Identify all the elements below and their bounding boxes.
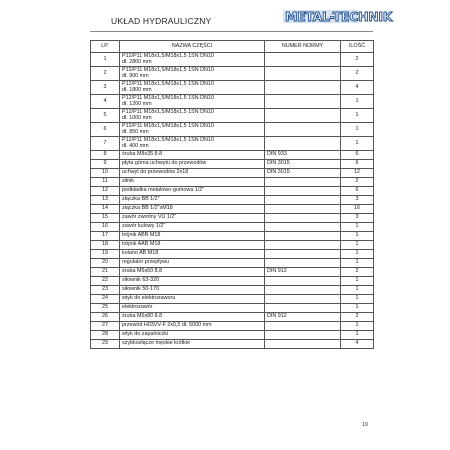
part-length-line: dł. 400 mm xyxy=(122,142,149,149)
table-row xyxy=(91,250,374,259)
cell-lp: 29 xyxy=(91,340,120,349)
cell-lp: 27 xyxy=(91,322,120,331)
cell-lp: 10 xyxy=(91,169,120,178)
cell-quantity: 3 xyxy=(341,196,374,205)
cell-norm-number xyxy=(265,187,341,196)
cell-lp: 16 xyxy=(91,223,120,232)
cell-lp: 8 xyxy=(91,151,120,160)
cell-part-name xyxy=(120,95,265,109)
cell-lp: 19 xyxy=(91,250,120,259)
cell-norm-number: DIN 933 xyxy=(265,151,341,160)
cell-lp: 18 xyxy=(91,241,120,250)
cell-quantity: 1 xyxy=(341,232,374,241)
part-name-line: złączka BB 1/2" xyxy=(122,196,160,203)
table-row xyxy=(91,169,374,178)
cell-norm-number: DIN 3015 xyxy=(265,169,341,178)
cell-norm-number xyxy=(265,53,341,67)
cell-part-name xyxy=(120,205,265,214)
cell-part-name xyxy=(120,259,265,268)
cell-part-name xyxy=(120,137,265,151)
cell-norm-number xyxy=(265,137,341,151)
table-row xyxy=(91,304,374,313)
cell-part-name xyxy=(120,223,265,232)
part-length-line: dł. 2800 mm xyxy=(122,58,152,65)
part-name-line: złączka BB 1/2"xM18 xyxy=(122,205,173,212)
cell-quantity: 3 xyxy=(341,214,374,223)
part-name-line: P12/P11 M18x1,5/M18x1,5 1SN DN10 xyxy=(122,136,214,143)
cell-norm-number: DIN 912 xyxy=(265,268,341,277)
cell-quantity: 1 xyxy=(341,277,374,286)
cell-lp: 15 xyxy=(91,214,120,223)
cell-quantity: 2 xyxy=(341,53,374,67)
page-title: UKŁAD HYDRAULICZNY xyxy=(111,16,212,26)
cell-quantity: 1 xyxy=(341,137,374,151)
part-name-line: kolano AB M18 xyxy=(122,250,159,257)
cell-lp: 3 xyxy=(91,81,120,95)
part-name-line: elektrozawór xyxy=(122,304,153,311)
cell-norm-number xyxy=(265,109,341,123)
table-row xyxy=(91,205,374,214)
table-header-row xyxy=(91,41,374,53)
cell-part-name xyxy=(120,331,265,340)
column-header-part-name: NAZWA CZĘŚCI xyxy=(120,41,265,53)
part-length-line: dł. 1200 mm xyxy=(122,100,152,107)
part-name-line: siłownik 50-170 xyxy=(122,286,160,293)
cell-quantity: 2 xyxy=(341,67,374,81)
cell-quantity: 6 xyxy=(341,187,374,196)
part-length-line: dł. 1800 mm xyxy=(122,86,152,93)
part-name-line: trójnik AAB M18 xyxy=(122,241,161,248)
part-name-line: P12/P11 M18x1,5/M18x1,5 1SN DN10 xyxy=(122,108,214,115)
cell-lp: 13 xyxy=(91,196,120,205)
part-name-line: P12/P11 M18x1,5/M18x1,5 1SN DN10 xyxy=(122,122,214,129)
metal-technik-logo xyxy=(283,8,393,25)
cell-norm-number xyxy=(265,67,341,81)
cell-norm-number xyxy=(265,223,341,232)
table-row xyxy=(91,313,374,322)
cell-quantity: 1 xyxy=(341,241,374,250)
header-divider xyxy=(90,31,373,32)
cell-norm-number xyxy=(265,123,341,137)
cell-norm-number xyxy=(265,232,341,241)
table-row xyxy=(91,214,374,223)
column-header-quantity: ILOŚĆ xyxy=(341,41,374,53)
cell-lp: 24 xyxy=(91,295,120,304)
part-length-line: dł. 1000 mm xyxy=(122,114,152,121)
cell-norm-number xyxy=(265,259,341,268)
table-row xyxy=(91,53,374,67)
part-name-line: P12/P11 M18x1,5/M18x1,5 1SN DN10 xyxy=(122,80,214,87)
cell-lp: 9 xyxy=(91,160,120,169)
part-length-line: dł. 850 mm xyxy=(122,128,149,135)
cell-lp: 28 xyxy=(91,331,120,340)
cell-norm-number xyxy=(265,331,341,340)
cell-lp: 12 xyxy=(91,187,120,196)
cell-quantity: 4 xyxy=(341,81,374,95)
cell-lp: 17 xyxy=(91,232,120,241)
cell-part-name xyxy=(120,81,265,95)
part-name-line: P12/P11 M18x1,5/M18x1,5 1SN DN10 xyxy=(122,52,214,59)
part-name-line: śruba M6x80 8.8 xyxy=(122,313,163,320)
cell-part-name xyxy=(120,340,265,349)
part-name-line: P12/P11 M18x1,5/M18x1,5 1SN DN10 xyxy=(122,94,214,101)
cell-norm-number xyxy=(265,250,341,259)
cell-norm-number: DIN 912 xyxy=(265,313,341,322)
part-name-line: szybkozłącze męskie krótkie xyxy=(122,340,191,347)
part-name-line: P12/P11 M18x1,5/M18x1,5 1SN DN10 xyxy=(122,66,214,73)
cell-part-name xyxy=(120,322,265,331)
cell-norm-number xyxy=(265,196,341,205)
cell-quantity: 1 xyxy=(341,95,374,109)
part-name-line: wtyk do zapalniczki xyxy=(122,331,169,338)
cell-part-name xyxy=(120,295,265,304)
cell-quantity: 2 xyxy=(341,313,374,322)
cell-quantity: 1 xyxy=(341,322,374,331)
part-name-line: uchwyt do przewodów 2x18 xyxy=(122,169,189,176)
table-row xyxy=(91,295,374,304)
cell-quantity: 1 xyxy=(341,259,374,268)
cell-quantity: 1 xyxy=(341,109,374,123)
table-row xyxy=(91,67,374,81)
cell-norm-number xyxy=(265,214,341,223)
cell-lp: 21 xyxy=(91,268,120,277)
cell-lp: 1 xyxy=(91,53,120,67)
part-name-line: regulator przepływu xyxy=(122,259,170,266)
cell-part-name xyxy=(120,67,265,81)
column-header-norm-number: NUMER NORMY xyxy=(265,41,341,53)
cell-norm-number xyxy=(265,178,341,187)
cell-quantity: 1 xyxy=(341,223,374,232)
cell-lp: 7 xyxy=(91,137,120,151)
cell-part-name xyxy=(120,160,265,169)
table-row xyxy=(91,109,374,123)
cell-lp: 6 xyxy=(91,123,120,137)
cell-norm-number xyxy=(265,304,341,313)
cell-part-name xyxy=(120,286,265,295)
cell-part-name xyxy=(120,250,265,259)
table-body xyxy=(91,53,374,349)
table-row xyxy=(91,123,374,137)
table-row xyxy=(91,187,374,196)
cell-lp: 14 xyxy=(91,205,120,214)
cell-norm-number xyxy=(265,241,341,250)
cell-part-name xyxy=(120,268,265,277)
table-row xyxy=(91,178,374,187)
cell-part-name xyxy=(120,151,265,160)
table-row xyxy=(91,331,374,340)
part-name-line: śruba M6x60 8.8 xyxy=(122,268,163,275)
part-name-line: zawór zwrotny VU 1/2" xyxy=(122,214,177,221)
part-name-line: podkładka metalowo-gumowa 1/2" xyxy=(122,187,205,194)
cell-part-name xyxy=(120,178,265,187)
cell-quantity: 12 xyxy=(341,169,374,178)
part-length-line: dł. 900 mm xyxy=(122,72,149,79)
cell-norm-number xyxy=(265,277,341,286)
cell-quantity: 1 xyxy=(341,295,374,304)
table-row xyxy=(91,196,374,205)
cell-norm-number: DIN 3015 xyxy=(265,160,341,169)
part-name-line: śruba M8x35 8.8 xyxy=(122,151,163,158)
cell-norm-number xyxy=(265,295,341,304)
parts-table xyxy=(90,40,374,349)
table-row xyxy=(91,322,374,331)
cell-norm-number xyxy=(265,95,341,109)
cell-lp: 4 xyxy=(91,95,120,109)
cell-part-name xyxy=(120,109,265,123)
cell-quantity: 16 xyxy=(341,205,374,214)
cell-quantity: 1 xyxy=(341,331,374,340)
table-row xyxy=(91,268,374,277)
part-name-line: wtyk do elektrozaworu xyxy=(122,295,176,302)
cell-part-name xyxy=(120,196,265,205)
cell-lp: 2 xyxy=(91,67,120,81)
cell-part-name xyxy=(120,53,265,67)
cell-lp: 23 xyxy=(91,286,120,295)
cell-lp: 20 xyxy=(91,259,120,268)
cell-quantity: 1 xyxy=(341,286,374,295)
cell-norm-number xyxy=(265,286,341,295)
page-number: 19 xyxy=(361,422,368,428)
cell-part-name xyxy=(120,241,265,250)
cell-lp: 22 xyxy=(91,277,120,286)
part-name-line: siłownik 63-320 xyxy=(122,277,160,284)
table-row xyxy=(91,151,374,160)
table-row xyxy=(91,277,374,286)
cell-part-name xyxy=(120,123,265,137)
cell-quantity: 6 xyxy=(341,151,374,160)
cell-lp: 25 xyxy=(91,304,120,313)
part-name-line: trójnik ABB M18 xyxy=(122,232,161,239)
cell-quantity: 1 xyxy=(341,123,374,137)
cell-quantity: 6 xyxy=(341,160,374,169)
table-row xyxy=(91,340,374,349)
table-row xyxy=(91,286,374,295)
cell-quantity: 4 xyxy=(341,340,374,349)
cell-quantity: 2 xyxy=(341,178,374,187)
cell-lp: 5 xyxy=(91,109,120,123)
cell-part-name xyxy=(120,187,265,196)
cell-part-name xyxy=(120,214,265,223)
cell-lp: 26 xyxy=(91,313,120,322)
cell-norm-number xyxy=(265,205,341,214)
table-row xyxy=(91,160,374,169)
logo-text: METAL-TECHNIK xyxy=(285,9,393,24)
cell-quantity: 1 xyxy=(341,250,374,259)
part-name-line: przewód H03VV-F 2x0,5 dł. 5000 mm xyxy=(122,322,212,329)
cell-part-name xyxy=(120,277,265,286)
cell-part-name xyxy=(120,304,265,313)
part-name-line: silnik xyxy=(122,178,134,185)
table-row xyxy=(91,232,374,241)
cell-norm-number xyxy=(265,322,341,331)
table-row xyxy=(91,241,374,250)
cell-part-name xyxy=(120,313,265,322)
cell-norm-number xyxy=(265,340,341,349)
cell-lp: 11 xyxy=(91,178,120,187)
part-name-line: zawór kulowy 1/2" xyxy=(122,223,166,230)
part-name-line: płyta górna uchwytu do przewodów xyxy=(122,160,207,167)
table-row xyxy=(91,95,374,109)
cell-quantity: 1 xyxy=(341,304,374,313)
cell-quantity: 2 xyxy=(341,268,374,277)
table-row xyxy=(91,137,374,151)
column-header-lp: LP. xyxy=(91,41,120,53)
cell-norm-number xyxy=(265,81,341,95)
cell-part-name xyxy=(120,232,265,241)
table-row xyxy=(91,81,374,95)
table-row xyxy=(91,223,374,232)
table-row xyxy=(91,259,374,268)
cell-part-name xyxy=(120,169,265,178)
